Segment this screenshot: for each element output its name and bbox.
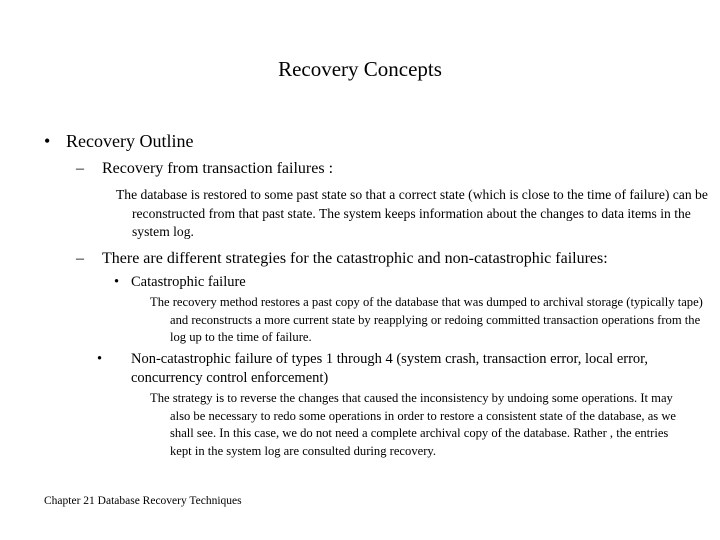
strategies-item bbox=[76, 249, 608, 269]
slide-title: Recovery Concepts bbox=[278, 57, 442, 81]
non-catastrophic-text bbox=[97, 350, 694, 388]
outline-label: Recovery Outline bbox=[66, 131, 194, 151]
outline-bullet bbox=[44, 130, 193, 152]
catastrophic-item bbox=[114, 273, 246, 291]
transaction-failures-paragraph: The database is restored to some past state so that a correct state (which is close to the time of failure) can be reconstructed from that past state. The system keeps information about the changes to data items in the system log. bbox=[116, 187, 708, 239]
catastrophic-paragraph: The recovery method restores a past copy of the database that was dumped to archival storage (typically tape) and reconstructs a more current state by reapplying or redoing committed transaction operations from the log up to the time of failure. bbox=[150, 295, 703, 344]
bullet-marker: • bbox=[44, 131, 51, 151]
bullet-marker: • bbox=[97, 351, 103, 367]
transaction-failures-heading: Recovery from transaction failures : bbox=[102, 160, 334, 177]
non-catastrophic-label: Non-catastrophic failure of types 1 through 4 (system crash, transaction error, local error, concurrency control enforcement) bbox=[131, 351, 649, 386]
transaction-failures-item bbox=[76, 159, 333, 179]
footer-chapter: Chapter 21 Database Recovery Techniques bbox=[44, 495, 242, 507]
strategies-heading: There are different strategies for the catastrophic and non-catastrophic failures: bbox=[102, 250, 608, 267]
bullet-marker: • bbox=[114, 274, 120, 290]
catastrophic-label: Catastrophic failure bbox=[131, 274, 246, 290]
dash-marker: – bbox=[76, 250, 84, 267]
non-catastrophic-paragraph: The strategy is to reverse the changes that caused the inconsistency by undoing some operations. It may also be necessary to redo some operations in order to restore a consistent state of the database, as we shall see. In this case, we do not need a complete archival copy of the database. Rather , the entries kept in the system log are consulted during recovery. bbox=[150, 391, 677, 458]
non-catastrophic-item bbox=[97, 350, 694, 388]
dash-marker: – bbox=[76, 160, 84, 177]
